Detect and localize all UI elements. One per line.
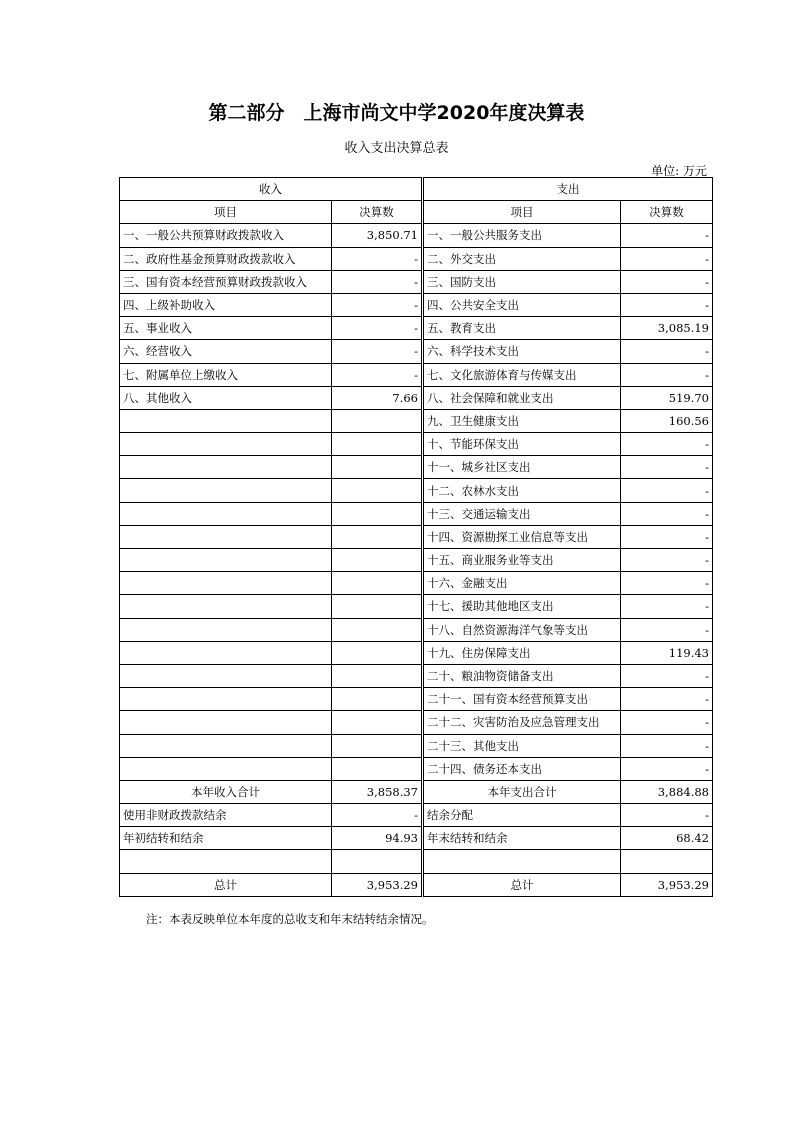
table-column-header-row (120, 201, 713, 224)
expense-item-cell: 十八、自然资源海洋气象等支出 (423, 618, 621, 641)
expense-item-cell: 七、文化旅游体育与传媒支出 (423, 363, 621, 386)
income-amount-cell (332, 688, 423, 711)
table-row (120, 827, 713, 850)
expense-item-cell: 九、卫生健康支出 (423, 409, 621, 432)
expense-item-cell: 二十二、灾害防治及应急管理支出 (423, 711, 621, 734)
income-item-header: 项目 (120, 201, 332, 224)
income-amount-cell (332, 711, 423, 734)
table-row (120, 618, 713, 641)
income-amount-cell (332, 850, 423, 873)
table-row (120, 502, 713, 525)
expense-item-cell: 八、社会保障和就业支出 (423, 386, 621, 409)
table-row (120, 641, 713, 664)
expense-amount-cell (621, 850, 713, 873)
table-row (120, 409, 713, 432)
income-item-cell (120, 502, 332, 525)
income-amount-cell: 3,858.37 (332, 780, 423, 803)
expense-item-cell: 三、国防支出 (423, 270, 621, 293)
expense-amount-cell: - (621, 711, 713, 734)
expense-amount-cell: 519.70 (621, 386, 713, 409)
expense-item-cell: 十三、交通运输支出 (423, 502, 621, 525)
expense-amount-cell: - (621, 479, 713, 502)
expense-amount-cell: - (621, 340, 713, 363)
table-row (120, 224, 713, 247)
income-amount-cell (332, 456, 423, 479)
expense-item-cell: 总计 (423, 873, 621, 896)
table-row (120, 479, 713, 502)
income-amount-cell: - (332, 340, 423, 363)
expense-item-cell: 十四、资源勘探工业信息等支出 (423, 525, 621, 548)
expense-amount-cell: - (621, 804, 713, 827)
income-amount-cell (332, 525, 423, 548)
table-row (120, 247, 713, 270)
expense-amount-cell: - (621, 525, 713, 548)
income-item-cell: 本年收入合计 (120, 780, 332, 803)
expense-item-cell: 二十四、债务还本支出 (423, 757, 621, 780)
income-item-cell (120, 688, 332, 711)
expense-amount-cell: - (621, 757, 713, 780)
table-row (120, 572, 713, 595)
income-item-cell: 八、其他收入 (120, 386, 332, 409)
income-item-cell: 二、政府性基金预算财政拨款收入 (120, 247, 332, 270)
table-row (120, 549, 713, 572)
income-item-cell: 五、事业收入 (120, 317, 332, 340)
income-amount-cell: - (332, 317, 423, 340)
expense-amount-cell: - (621, 572, 713, 595)
income-item-cell (120, 479, 332, 502)
table-row (120, 293, 713, 316)
income-amount-cell (332, 618, 423, 641)
income-amount-cell (332, 757, 423, 780)
income-amount-cell: - (332, 804, 423, 827)
expense-amount-cell: 3,953.29 (621, 873, 713, 896)
income-item-cell (120, 525, 332, 548)
table-row (120, 734, 713, 757)
expense-amount-cell: - (621, 664, 713, 687)
expense-item-cell: 五、教育支出 (423, 317, 621, 340)
income-amount-cell (332, 641, 423, 664)
expense-amount-cell: 68.42 (621, 827, 713, 850)
expense-item-cell: 四、公共安全支出 (423, 293, 621, 316)
table-row (120, 525, 713, 548)
table-row (120, 456, 713, 479)
income-item-cell: 一、一般公共预算财政拨款收入 (120, 224, 332, 247)
table-row (120, 688, 713, 711)
table-row (120, 804, 713, 827)
expense-item-cell: 二十三、其他支出 (423, 734, 621, 757)
expense-amount-cell: - (621, 456, 713, 479)
expense-item-cell: 十五、商业服务业等支出 (423, 549, 621, 572)
expense-item-cell: 一、一般公共服务支出 (423, 224, 621, 247)
income-item-cell (120, 409, 332, 432)
income-item-cell: 使用非财政拨款结余 (120, 804, 332, 827)
table-row (120, 270, 713, 293)
table-row (120, 363, 713, 386)
expense-item-cell (423, 850, 621, 873)
expense-item-cell: 六、科学技术支出 (423, 340, 621, 363)
income-item-cell (120, 618, 332, 641)
expense-item-cell: 十二、农林水支出 (423, 479, 621, 502)
income-amount-cell: - (332, 293, 423, 316)
income-amount-header: 决算数 (332, 201, 423, 224)
expense-amount-header: 决算数 (621, 201, 713, 224)
table-row (120, 850, 713, 873)
subtotal-row (120, 780, 713, 803)
unit-label: 单位: 万元 (651, 164, 707, 178)
table-row (120, 664, 713, 687)
income-amount-cell: 94.93 (332, 827, 423, 850)
expense-amount-cell: - (621, 502, 713, 525)
table-section-header-row (120, 178, 713, 201)
table-row (120, 433, 713, 456)
expense-amount-cell: - (621, 293, 713, 316)
income-item-cell: 七、附属单位上缴收入 (120, 363, 332, 386)
expense-item-cell: 二十一、国有资本经营预算支出 (423, 688, 621, 711)
table-row (120, 711, 713, 734)
expense-amount-cell: 160.56 (621, 409, 713, 432)
income-item-cell: 六、经营收入 (120, 340, 332, 363)
expense-item-cell: 年末结转和结余 (423, 827, 621, 850)
expense-item-cell: 本年支出合计 (423, 780, 621, 803)
income-amount-cell (332, 595, 423, 618)
table-subtitle: 收入支出决算总表 (344, 141, 449, 156)
income-item-cell: 四、上级补助收入 (120, 293, 332, 316)
income-amount-cell (332, 549, 423, 572)
expense-item-cell: 十一、城乡社区支出 (423, 456, 621, 479)
income-item-cell (120, 850, 332, 873)
income-item-cell (120, 734, 332, 757)
expense-amount-cell: - (621, 688, 713, 711)
expense-amount-cell: 3,085.19 (621, 317, 713, 340)
income-amount-cell: 3,850.71 (332, 224, 423, 247)
income-amount-cell (332, 572, 423, 595)
income-amount-cell (332, 479, 423, 502)
income-header: 收入 (120, 178, 423, 201)
income-amount-cell: - (332, 270, 423, 293)
income-amount-cell: - (332, 363, 423, 386)
table-row (120, 317, 713, 340)
income-item-cell (120, 641, 332, 664)
expense-item-header: 项目 (423, 201, 621, 224)
income-item-cell (120, 664, 332, 687)
expense-amount-cell: - (621, 734, 713, 757)
expense-amount-cell: - (621, 224, 713, 247)
expense-header: 支出 (423, 178, 713, 201)
expense-item-cell: 二、外交支出 (423, 247, 621, 270)
income-amount-cell: - (332, 247, 423, 270)
expense-item-cell: 结余分配 (423, 804, 621, 827)
table-note: 注：本表反映单位本年度的总收支和年末结转结余情况。 (146, 912, 434, 926)
income-item-cell: 三、国有资本经营预算财政拨款收入 (120, 270, 332, 293)
expense-item-cell: 十九、住房保障支出 (423, 641, 621, 664)
table-row (120, 386, 713, 409)
income-item-cell: 年初结转和结余 (120, 827, 332, 850)
income-item-cell (120, 711, 332, 734)
expense-amount-cell: - (621, 433, 713, 456)
table-row (120, 340, 713, 363)
income-amount-cell (332, 664, 423, 687)
expense-amount-cell: - (621, 247, 713, 270)
income-amount-cell (332, 409, 423, 432)
expense-amount-cell: - (621, 595, 713, 618)
expense-item-cell: 十六、金融支出 (423, 572, 621, 595)
expense-amount-cell: - (621, 270, 713, 293)
expense-amount-cell: - (621, 618, 713, 641)
income-item-cell (120, 456, 332, 479)
expense-amount-cell: - (621, 549, 713, 572)
total-row (120, 873, 713, 896)
expense-amount-cell: 119.43 (621, 641, 713, 664)
income-amount-cell (332, 502, 423, 525)
income-item-cell: 总计 (120, 873, 332, 896)
page-title: 第二部分 上海市尚文中学2020年度决算表 (208, 102, 585, 124)
income-item-cell (120, 572, 332, 595)
income-amount-cell (332, 734, 423, 757)
table-row (120, 757, 713, 780)
expense-item-cell: 十、节能环保支出 (423, 433, 621, 456)
expense-item-cell: 二十、粮油物资储备支出 (423, 664, 621, 687)
table-row (120, 595, 713, 618)
income-item-cell (120, 757, 332, 780)
income-amount-cell: 7.66 (332, 386, 423, 409)
expense-amount-cell: 3,884.88 (621, 780, 713, 803)
income-amount-cell: 3,953.29 (332, 873, 423, 896)
income-item-cell (120, 595, 332, 618)
income-expense-table (119, 177, 713, 897)
income-item-cell (120, 433, 332, 456)
income-amount-cell (332, 433, 423, 456)
expense-amount-cell: - (621, 363, 713, 386)
expense-item-cell: 十七、援助其他地区支出 (423, 595, 621, 618)
income-item-cell (120, 549, 332, 572)
